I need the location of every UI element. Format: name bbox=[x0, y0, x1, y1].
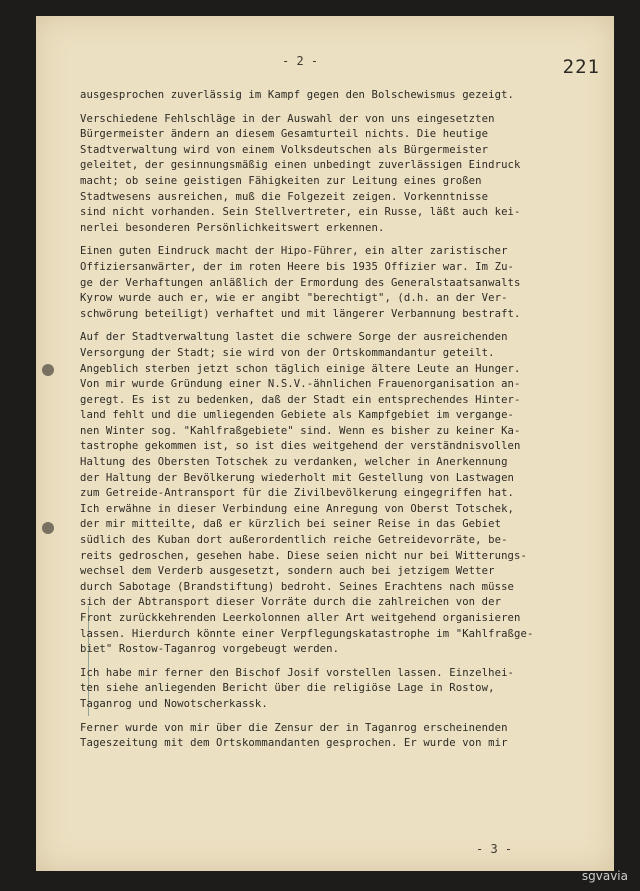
text-line: der mir mitteilte, daß er kürzlich bei seiner Reise in das Gebiet bbox=[80, 518, 502, 531]
text-line: biet" Rostow-Taganrog vorgebeugt werden. bbox=[80, 643, 340, 656]
text-line: Versorgung der Stadt; sie wird von der Ortskommandantur geteilt. bbox=[80, 346, 495, 359]
text-line: durch Sabotage (Brandstiftung) bedroht. Seines Erachtens nach müsse bbox=[80, 580, 515, 593]
text-line: südlich des Kuban dort außerordentlich reiche Getreidevorräte, be- bbox=[80, 534, 508, 547]
header-page-number: - 2 - bbox=[282, 54, 319, 68]
text-line: sich der Abtransport dieser Vorräte durch die zahlreichen von der bbox=[80, 596, 502, 609]
text-line: Angeblich sterben jetzt schon täglich einige ältere Leute an Hunger. bbox=[80, 362, 521, 375]
text-line: macht; ob seine geistigen Fähigkeiten zur Leitung eines großen bbox=[80, 174, 482, 187]
text-line: geregt. Es ist zu bedenken, daß der Stadt ein entsprechendes Hinter- bbox=[80, 393, 521, 406]
text-line: Taganrog und Nowotscherkassk. bbox=[80, 697, 268, 710]
text-line: Verschiedene Fehlschläge in der Auswahl der von uns eingesetzten bbox=[80, 112, 495, 125]
paragraph bbox=[80, 666, 610, 713]
text-line: ten siehe anliegenden Bericht über die religiöse Lage in Rostow, bbox=[80, 682, 495, 695]
text-line: sind nicht vorhanden. Sein Stellvertreter, ein Russe, läßt auch kei- bbox=[80, 206, 521, 219]
paragraph bbox=[80, 112, 610, 237]
punch-hole bbox=[42, 522, 54, 534]
text-line: Bürgermeister ändern an diesem Gesamturteil nichts. Die heutige bbox=[80, 128, 489, 141]
text-line: Von mir wurde Gründung einer N.S.V.-ähnlichen Frauenorganisation an- bbox=[80, 378, 521, 391]
text-line: der Haltung der Bevölkerung wiederholt mit Gestellung von Lastwagen bbox=[80, 471, 515, 484]
text-line: nerlei besonderen Persönlichkeitswert erkennen. bbox=[80, 221, 385, 234]
text-line: ge der Verhaftungen anläßlich der Ermordung des Generalstaatsanwalts bbox=[80, 276, 521, 289]
text-line: schwörung beteiligt) verhaftet und mit längerer Verbannung bestraft. bbox=[80, 307, 521, 320]
paragraph bbox=[80, 244, 610, 322]
text-line: Stadtverwaltung wird von einem Volksdeutschen als Bürgermeister bbox=[80, 143, 489, 156]
document-body bbox=[80, 88, 610, 760]
text-line: lassen. Hierdurch könnte einer Verpflegungskatastrophe im "Kahlfraßge- bbox=[80, 627, 534, 640]
text-line: Ferner wurde von mir über die Zensur der in Taganrog erscheinenden bbox=[80, 721, 508, 734]
paragraph bbox=[80, 88, 610, 104]
text-line: Offiziersanwärter, der im roten Heere bis 1935 Offizier war. Im Zu- bbox=[80, 260, 515, 273]
text-line: Ich habe mir ferner den Bischof Josif vorstellen lassen. Einzelhei- bbox=[80, 666, 515, 679]
document-page bbox=[36, 16, 614, 871]
text-line: land fehlt und die umliegenden Gebiete als Kampfgebiet im vergange- bbox=[80, 409, 515, 422]
text-line: Einen guten Eindruck macht der Hipo-Führer, ein alter zaristischer bbox=[80, 245, 508, 258]
text-line: Kyrow wurde auch er, wie er angibt "berechtigt", (d.h. an der Ver- bbox=[80, 292, 508, 305]
text-line: Haltung des Obersten Totschek zu verdanken, welcher in Anerkennung bbox=[80, 456, 508, 469]
folio-number: 221 bbox=[562, 56, 600, 78]
text-line: Tageszeitung mit dem Ortskommandanten gesprochen. Er wurde von mir bbox=[80, 737, 508, 750]
text-line: tastrophe gekommen ist, so ist dies weitgehend der verständnisvollen bbox=[80, 440, 521, 453]
watermark: sgvavia bbox=[581, 869, 628, 883]
punch-hole bbox=[42, 364, 54, 376]
paragraph bbox=[80, 721, 610, 752]
text-line: geleitet, der gesinnungsmäßig einen unbedingt zuverlässigen Eindruck bbox=[80, 159, 521, 172]
text-line: Stadtwesens ausreichen, muß die Folgezeit zeigen. Vorkenntnisse bbox=[80, 190, 489, 203]
text-line: zum Getreide-Antransport für die Zivilbevölkerung eingegriffen hat. bbox=[80, 487, 515, 500]
text-line: Front zurückkehrenden Leerkolonnen aller Art weitgehend organisieren bbox=[80, 612, 521, 624]
paragraph bbox=[80, 330, 610, 657]
text-line: Ich erwähne in dieser Verbindung eine Anregung von Oberst Totschek, bbox=[80, 502, 515, 515]
text-line: reits gedroschen, gesehen habe. Diese seien nicht nur bei Witterungs- bbox=[80, 549, 527, 562]
text-line: wechsel dem Verderb ausgesetzt, sondern auch bei jetzigem Wetter bbox=[80, 565, 495, 578]
text-line: nen Winter sog. "Kahlfraßgebiete" sind. Wenn es bisher zu keiner Ka- bbox=[80, 424, 521, 437]
text-line: ausgesprochen zuverlässig im Kampf gegen den Bolschewismus gezeigt. bbox=[80, 89, 515, 101]
text-line: Auf der Stadtverwaltung lastet die schwere Sorge der ausreichenden bbox=[80, 331, 508, 344]
footer-page-number: - 3 - bbox=[476, 842, 513, 856]
